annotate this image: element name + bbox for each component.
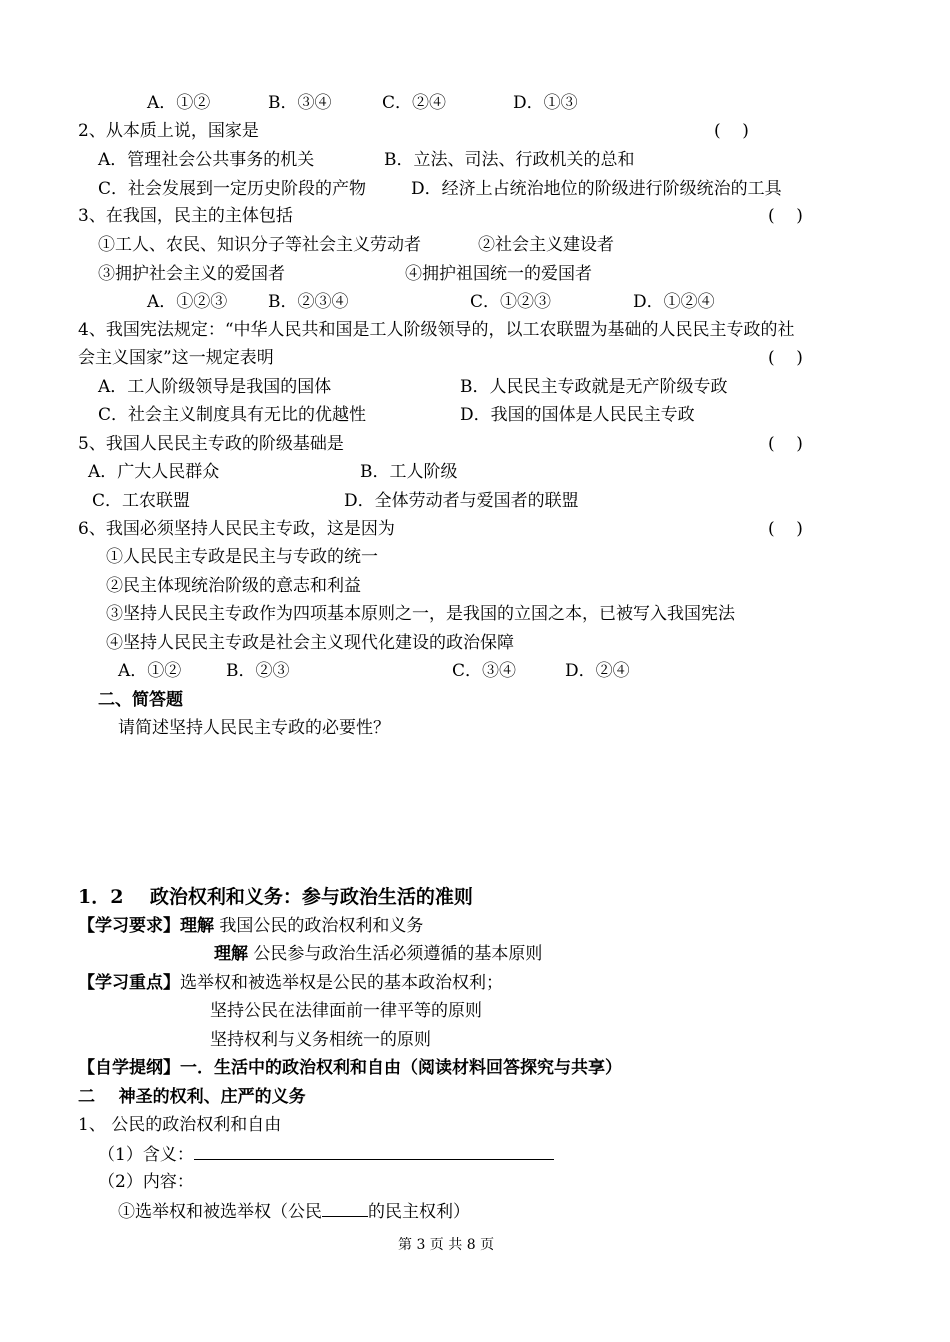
q5-option-a: A．广大人民群众	[88, 462, 220, 482]
q6-option-d: D．②④	[565, 661, 630, 681]
study-focus-label: 【学习重点】	[78, 973, 180, 993]
q3-answer-paren: ( )	[768, 206, 803, 226]
q4-option-a: A．工人阶级领导是我国的国体	[98, 377, 332, 397]
study-requirement-2	[214, 943, 542, 965]
req2-keyword: 理解	[214, 944, 248, 964]
q6-item-2: ②民主体现统治阶级的意志和利益	[106, 576, 361, 596]
page-number: 第 3 页 共 8 页	[398, 1237, 495, 1253]
req1-text: 我国公民的政治权利和义务	[219, 916, 424, 936]
q5-option-d: D．全体劳动者与爱国者的联盟	[344, 491, 579, 511]
q3-item-2: ②社会主义建设者	[478, 235, 614, 255]
study-requirements-label: 【学习要求】	[78, 916, 180, 936]
focus-2: 坚持公民在法律面前一律平等的原则	[210, 1001, 482, 1021]
q3-item-4: ④拥护祖国统一的爱国者	[405, 264, 592, 284]
q4-answer-paren: ( )	[768, 348, 803, 368]
study-requirements	[78, 915, 423, 937]
q5-option-c: C．工农联盟	[92, 491, 191, 511]
item-1-heading: 1、 公民的政治权利和自由	[78, 1115, 282, 1135]
q3-option-d: D．①②④	[633, 292, 715, 312]
q2-option-b: B．立法、司法、行政机关的总和	[384, 150, 635, 170]
q2-answer-paren: ( )	[714, 121, 749, 141]
q6-item-4: ④坚持人民民主专政是社会主义现代化建设的政治保障	[106, 633, 514, 653]
q4-stem-line2: 会主义国家”这一规定表明	[78, 348, 274, 368]
q2-stem: 2、从本质上说，国家是	[78, 121, 259, 141]
q5-stem: 5、我国人民民主专政的阶级基础是	[78, 434, 344, 454]
fill-blank[interactable]	[322, 1200, 368, 1217]
short-answer-heading: 二、简答题	[98, 690, 183, 710]
q4-option-c: C．社会主义制度具有无比的优越性	[98, 405, 367, 425]
q4-option-d: D．我国的国体是人民民主专政	[460, 405, 695, 425]
q6-item-3: ③坚持人民民主专政作为四项基本原则之一，是我国的立国之本，已被写入我国宪法	[106, 604, 735, 624]
q1-option-a: A．①②	[147, 93, 211, 113]
item-1a-label: （1）含义：	[98, 1145, 194, 1165]
q3-option-c: C．①②③	[470, 292, 552, 312]
q5-answer-paren: ( )	[768, 434, 803, 454]
item-1b1	[118, 1200, 470, 1223]
q3-option-a: A．①②③	[147, 292, 228, 312]
q1-option-d: D．①③	[513, 93, 578, 113]
q3-stem: 3、在我国，民主的主体包括	[78, 206, 293, 226]
q2-option-d: D．经济上占统治地位的阶级进行阶级统治的工具	[411, 179, 782, 199]
q3-item-1: ①工人、农民、知识分子等社会主义劳动者	[98, 235, 421, 255]
q4-stem-line1: 4、我国宪法规定：“中华人民共和国是工人阶级领导的，以工农联盟为基础的人民民主专政的社	[78, 320, 795, 340]
focus-3: 坚持权利与义务相统一的原则	[210, 1030, 431, 1050]
item-1a	[98, 1143, 554, 1166]
q6-option-b: B．②③	[226, 661, 290, 681]
q1-option-c: C．②④	[382, 93, 447, 113]
outline-label: 【自学提纲】	[78, 1058, 180, 1078]
study-focus	[78, 972, 503, 994]
q1-option-b: B．③④	[268, 93, 332, 113]
q2-option-c: C．社会发展到一定历史阶段的产物	[98, 179, 367, 199]
definition-blank[interactable]	[194, 1143, 554, 1160]
q6-item-1: ①人民民主专政是民主与专政的统一	[106, 547, 378, 567]
item-1b-label: （2）内容：	[98, 1172, 194, 1192]
q2-option-a: A．管理社会公共事务的机关	[98, 150, 315, 170]
q3-item-3: ③拥护社会主义的爱国者	[98, 264, 285, 284]
focus-1: 选举权和被选举权是公民的基本政治权利；	[180, 973, 503, 993]
q3-option-b: B．②③④	[268, 292, 349, 312]
req1-keyword: 理解	[180, 916, 214, 936]
q6-option-a: A．①②	[118, 661, 182, 681]
item-1b1-pre: ①选举权和被选举权（公民	[118, 1202, 322, 1222]
outline-2: 二 神圣的权利、庄严的义务	[78, 1087, 306, 1107]
q5-option-b: B．工人阶级	[360, 462, 458, 482]
outline-1: 一．生活中的政治权利和自由（阅读材料回答探究与共享）	[180, 1058, 622, 1078]
q6-stem: 6、我国必须坚持人民民主专政，这是因为	[78, 519, 395, 539]
req2-text: 公民参与政治生活必须遵循的基本原则	[253, 944, 543, 964]
short-answer-question: 请简述坚持人民民主专政的必要性？	[118, 718, 390, 738]
q6-answer-paren: ( )	[768, 519, 803, 539]
q6-option-c: C．③④	[452, 661, 517, 681]
self-study-outline	[78, 1057, 622, 1079]
q4-option-b: B．人民民主专政就是无产阶级专政	[460, 377, 728, 397]
item-1b1-post: 的民主权利）	[368, 1202, 470, 1222]
section-title: 1．2 政治权利和义务：参与政治生活的准则	[78, 886, 473, 908]
